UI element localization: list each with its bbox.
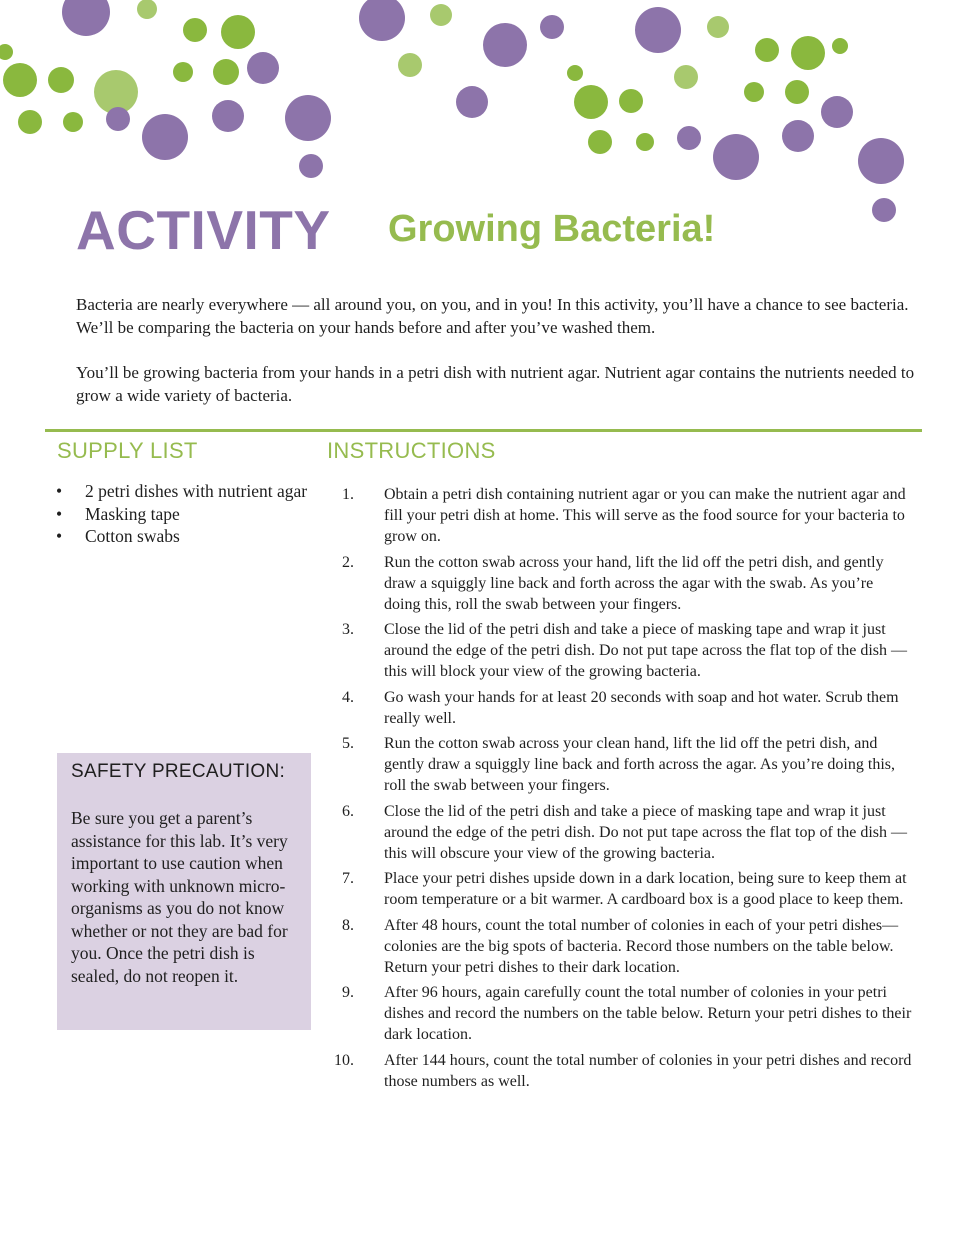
instruction-step (330, 982, 912, 1045)
instruction-step (330, 484, 912, 547)
page-title: Growing Bacteria! (388, 208, 716, 250)
bubble-dot (212, 100, 244, 132)
supply-item: • Masking tape (56, 503, 321, 526)
step-text: After 48 hours, count the total number of colonies in each of your petri dishes—colonies are the big spots of bacteria. Record those numbers on the table below. Return your petri dishes to their dark location. (384, 916, 899, 976)
step-text: After 144 hours, count the total number of colonies in your petri dishes and record those numbers as well. (384, 1051, 912, 1090)
bubble-dot (483, 23, 527, 67)
bubble-dot (785, 80, 809, 104)
supply-list (56, 480, 321, 548)
bubble-dot (106, 107, 130, 131)
instruction-step (330, 687, 912, 729)
step-number: 7. (342, 870, 354, 887)
bubble-dot (588, 130, 612, 154)
bubble-dot (782, 120, 814, 152)
bubble-dot (299, 154, 323, 178)
step-text: After 96 hours, again carefully count the total number of colonies in your petri dishes and record the numbers on the table below. Return your petri dishes to their dark location. (384, 984, 912, 1043)
step-number: 2. (342, 553, 354, 571)
step-text: Go wash your hands for at least 20 seconds with soap and hot water. Scrub them really well. (384, 688, 899, 727)
activity-label: ACTIVITY (76, 199, 331, 261)
bubble-dot (674, 65, 698, 89)
instruction-step (330, 733, 912, 796)
step-number: 10. (334, 1051, 354, 1069)
step-number: 8. (342, 916, 354, 934)
bubble-dot (744, 82, 764, 102)
bubble-dot (221, 15, 255, 49)
supply-list-heading: SUPPLY LIST (57, 438, 198, 463)
step-number: 9. (342, 984, 354, 1001)
bubble-dot (137, 0, 157, 19)
bubble-dot (247, 52, 279, 84)
bubble-dot (713, 134, 759, 180)
step-text: Close the lid of the petri dish and take a piece of masking tape and wrap it just around the edge of the petri dish. Do not put tape across the flat top of the dish — this will obscure your view of the growing bacteria. (384, 802, 907, 862)
bubble-dot (183, 18, 207, 42)
instruction-step (330, 915, 912, 978)
instruction-step (330, 1050, 912, 1092)
instruction-step (330, 619, 912, 682)
step-number: 1. (342, 486, 354, 503)
supply-item: • 2 petri dishes with nutrient agar (56, 480, 321, 503)
bubble-dot (62, 0, 110, 36)
step-text: Run the cotton swab across your hand, lift the lid off the petri dish, and gently draw a squiggly line back and forth across the agar with the swab. As you’re doing this, roll the swab between your fingers. (384, 553, 884, 613)
safety-precaution-box (57, 753, 311, 1030)
bubble-dot (63, 112, 83, 132)
bubble-dot (872, 198, 896, 222)
bubble-dot (540, 15, 564, 39)
bubble-dot (285, 95, 331, 141)
bubble-dot (574, 85, 608, 119)
bubble-dot (0, 44, 13, 60)
bubble-dot (142, 114, 188, 160)
instruction-step (330, 552, 912, 615)
bubble-dot (635, 7, 681, 53)
bubble-dot (398, 53, 422, 77)
section-divider (45, 429, 922, 432)
bubble-dot (48, 67, 74, 93)
instructions-list (330, 484, 912, 1096)
bubble-dot (213, 59, 239, 85)
bubble-dot (18, 110, 42, 134)
supply-item: • Cotton swabs (56, 525, 321, 548)
step-number: 4. (342, 688, 354, 706)
safety-heading: SAFETY PRECAUTION: (71, 761, 286, 782)
bubble-dot (619, 89, 643, 113)
step-text: Close the lid of the petri dish and take a piece of masking tape and wrap it just around the edge of the petri dish. Do not put tape across the flat top of the dish — this will block your view of the growing bacteria. (384, 621, 907, 680)
bubble-dot (755, 38, 779, 62)
safety-text: Be sure you get a parent’s assistance for this lab. It’s very important to use caution when working with unknown micro-organisms as you do not know whether or not they are bad for you. Once the petri dish is sealed, do not reopen it. (71, 808, 288, 986)
step-number: 6. (342, 802, 354, 820)
step-number: 3. (342, 621, 354, 638)
intro-section (76, 294, 916, 430)
bubble-dot (791, 36, 825, 70)
intro-paragraph: You’ll be growing bacteria from your hands in a petri dish with nutrient agar. Nutrient agar contains the nutrients needed to grow a wide variety of bacteria. (76, 363, 915, 405)
instruction-step (330, 868, 912, 910)
bubble-dot (707, 16, 729, 38)
bubble-dot (858, 138, 904, 184)
step-text: Run the cotton swab across your clean hand, lift the lid off the petri dish, and gently draw a squiggly line back and forth across the agar. As you’re doing this, roll the swab between your fingers. (384, 735, 895, 794)
bubble-dot (456, 86, 488, 118)
bubble-dot (636, 133, 654, 151)
step-number: 5. (342, 735, 354, 752)
decorative-dots (0, 0, 962, 230)
bubble-dot (677, 126, 701, 150)
bubble-dot (173, 62, 193, 82)
bubble-dot (832, 38, 848, 54)
instruction-step (330, 801, 912, 864)
bubble-dot (359, 0, 405, 41)
intro-paragraph: Bacteria are nearly everywhere — all around you, on you, and in you! In this activity, you’ll have a chance to see bacteria. We’ll be comparing the bacteria on your hands before and after you’ve washed them. (76, 295, 909, 337)
bubble-dot (821, 96, 853, 128)
step-text: Place your petri dishes upside down in a dark location, being sure to keep them at room temperature or a bit warmer. A cardboard box is a good place to keep them. (384, 870, 907, 908)
step-text: Obtain a petri dish containing nutrient agar or you can make the nutrient agar and fill your petri dish at home. This will serve as the food source for your bacteria to grow on. (384, 486, 906, 545)
bubble-dot (430, 4, 452, 26)
instructions-heading: INSTRUCTIONS (327, 438, 496, 463)
bubble-dot (567, 65, 583, 81)
bubble-dot (3, 63, 37, 97)
